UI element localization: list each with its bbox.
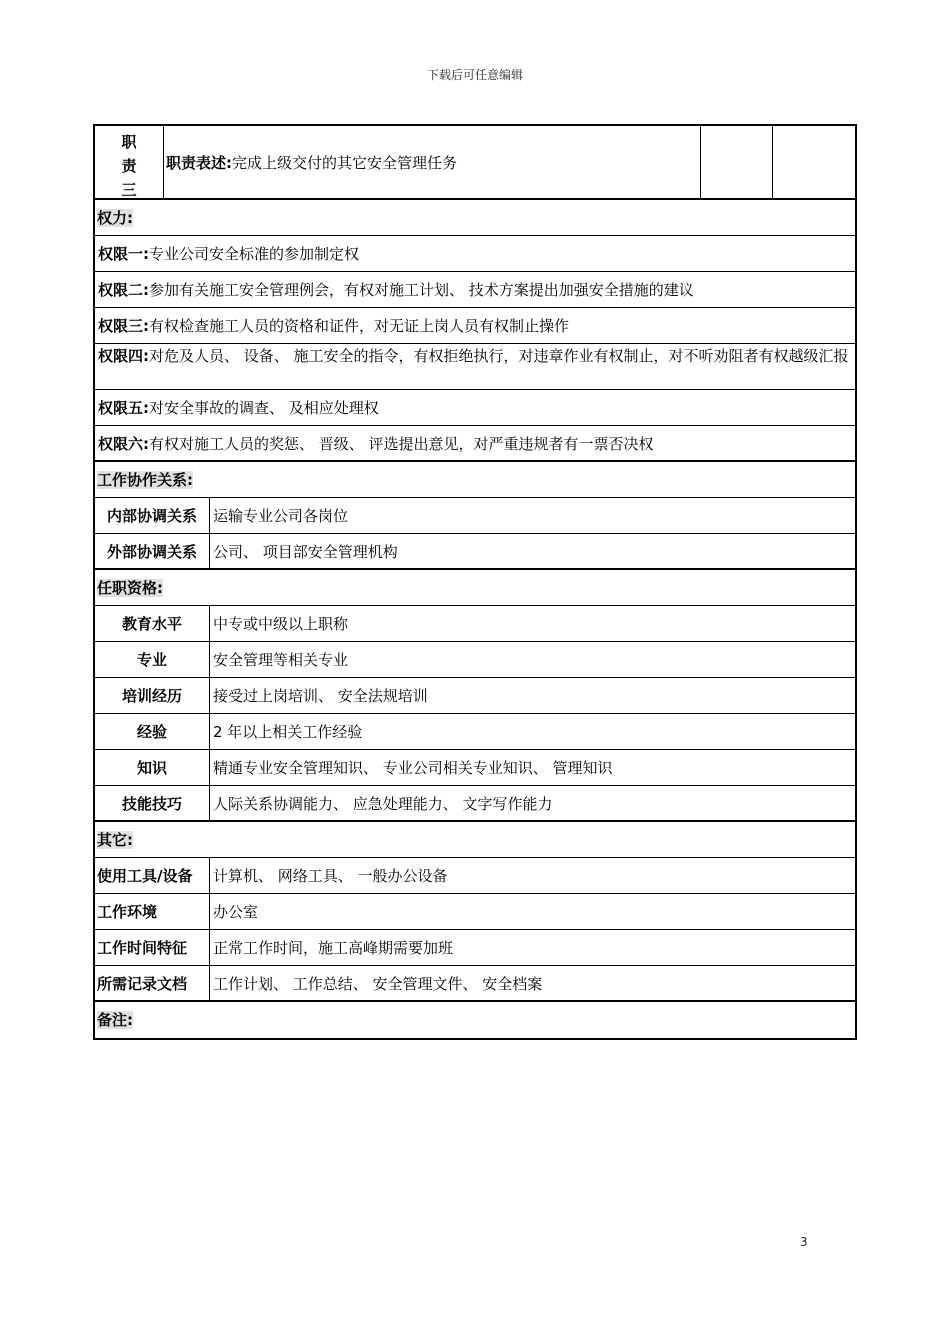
other-value: 计算机、 网络工具、 一般办公设备 (213, 867, 448, 885)
page-number: 3 (800, 1235, 808, 1249)
section-header-qualifications (95, 570, 855, 606)
qualification-row (95, 750, 855, 786)
authority-text: 有权检查施工人员的资格和证件，对无证上岗人员有权制止操作 (149, 317, 570, 335)
other-row (95, 894, 855, 930)
authority-label: 权限一: (98, 245, 149, 263)
relation-label: 内部协调关系 (95, 498, 210, 533)
other-value: 工作计划、 工作总结、 安全管理文件、 安全档案 (213, 975, 543, 993)
authority-label: 权限六: (98, 435, 149, 453)
duty-description (164, 126, 701, 198)
qualification-row (95, 606, 855, 642)
authority-text: 对安全事故的调查、 及相应处理权 (149, 399, 379, 417)
qualification-label: 教育水平 (95, 606, 210, 641)
duty-desc-text: 完成上级交付的其它安全管理任务 (232, 154, 458, 172)
relation-row (95, 498, 855, 534)
authority-text: 参加有关施工安全管理例会，有权对施工计划、 技术方案提出加强安全措施的建议 (149, 281, 694, 299)
qualification-value: 人际关系协调能力、 应急处理能力、 文字写作能力 (213, 795, 553, 813)
duty-index-char: 责 (121, 157, 137, 175)
section-header-authority (95, 200, 855, 236)
qualification-label: 培训经历 (95, 678, 210, 713)
authority-text: 专业公司安全标准的参加制定权 (149, 245, 360, 263)
section-header-others (95, 822, 855, 858)
section-header-remarks (95, 1002, 855, 1038)
duty-row (95, 126, 855, 200)
authority-label: 权限五: (98, 399, 149, 417)
qualification-label: 知识 (95, 750, 210, 785)
qualification-label: 经验 (95, 714, 210, 749)
authority-text: 有权对施工人员的奖惩、 晋级、 评选提出意见，对严重违规者有一票否决权 (149, 435, 654, 453)
section-title: 工作协作关系: (97, 471, 193, 489)
relation-label: 外部协调关系 (95, 534, 210, 568)
section-title: 备注: (97, 1011, 133, 1029)
other-row (95, 858, 855, 894)
authority-row (95, 344, 855, 390)
authority-label: 权限三: (98, 317, 149, 335)
authority-text: 对危及人员、 设备、 施工安全的指令，有权拒绝执行，对违章作业有权制止，对不听劝阻者有权越级汇报 (149, 347, 849, 365)
authority-label: 权限二: (98, 281, 149, 299)
relation-row (95, 534, 855, 570)
section-header-relations (95, 462, 855, 498)
qualification-value: 精通专业安全管理知识、 专业公司相关专业知识、 管理知识 (213, 759, 613, 777)
qualification-row (95, 642, 855, 678)
header-note: 下载后可任意编辑 (426, 68, 523, 82)
qualification-row (95, 678, 855, 714)
job-description-table (93, 124, 857, 1040)
authority-label: 权限四: (98, 347, 149, 365)
section-title: 其它: (97, 831, 133, 849)
relation-value: 运输专业公司各岗位 (213, 507, 349, 525)
qualification-value: 安全管理等相关专业 (213, 651, 349, 669)
other-row (95, 930, 855, 966)
qualification-value: 接受过上岗培训、 安全法规培训 (213, 687, 428, 705)
other-label: 工作环境 (95, 894, 210, 929)
duty-index-char: 三 (121, 181, 137, 199)
qualification-value: 2 年以上相关工作经验 (213, 723, 363, 741)
duty-index-char: 职 (121, 133, 137, 151)
qualification-row (95, 714, 855, 750)
other-value: 办公室 (213, 903, 259, 921)
qualification-row (95, 786, 855, 822)
other-label: 使用工具/设备 (95, 858, 210, 893)
authority-row (95, 308, 855, 344)
qualification-label: 专业 (95, 642, 210, 677)
duty-blank-cell (773, 126, 855, 198)
other-value: 正常工作时间，施工高峰期需要加班 (213, 939, 454, 957)
section-title: 权力: (97, 209, 133, 227)
section-title: 任职资格: (97, 579, 163, 597)
qualification-label: 技能技巧 (95, 786, 210, 820)
authority-row (95, 426, 855, 462)
other-row (95, 966, 855, 1002)
other-label: 所需记录文档 (95, 966, 210, 1000)
authority-row (95, 390, 855, 426)
duty-blank-cell (701, 126, 773, 198)
authority-row (95, 272, 855, 308)
relation-value: 公司、 项目部安全管理机构 (213, 543, 398, 561)
duty-index (95, 126, 164, 198)
authority-row (95, 236, 855, 272)
other-label: 工作时间特征 (95, 930, 210, 965)
qualification-value: 中专或中级以上职称 (213, 615, 349, 633)
duty-desc-label: 职责表述: (166, 154, 232, 172)
